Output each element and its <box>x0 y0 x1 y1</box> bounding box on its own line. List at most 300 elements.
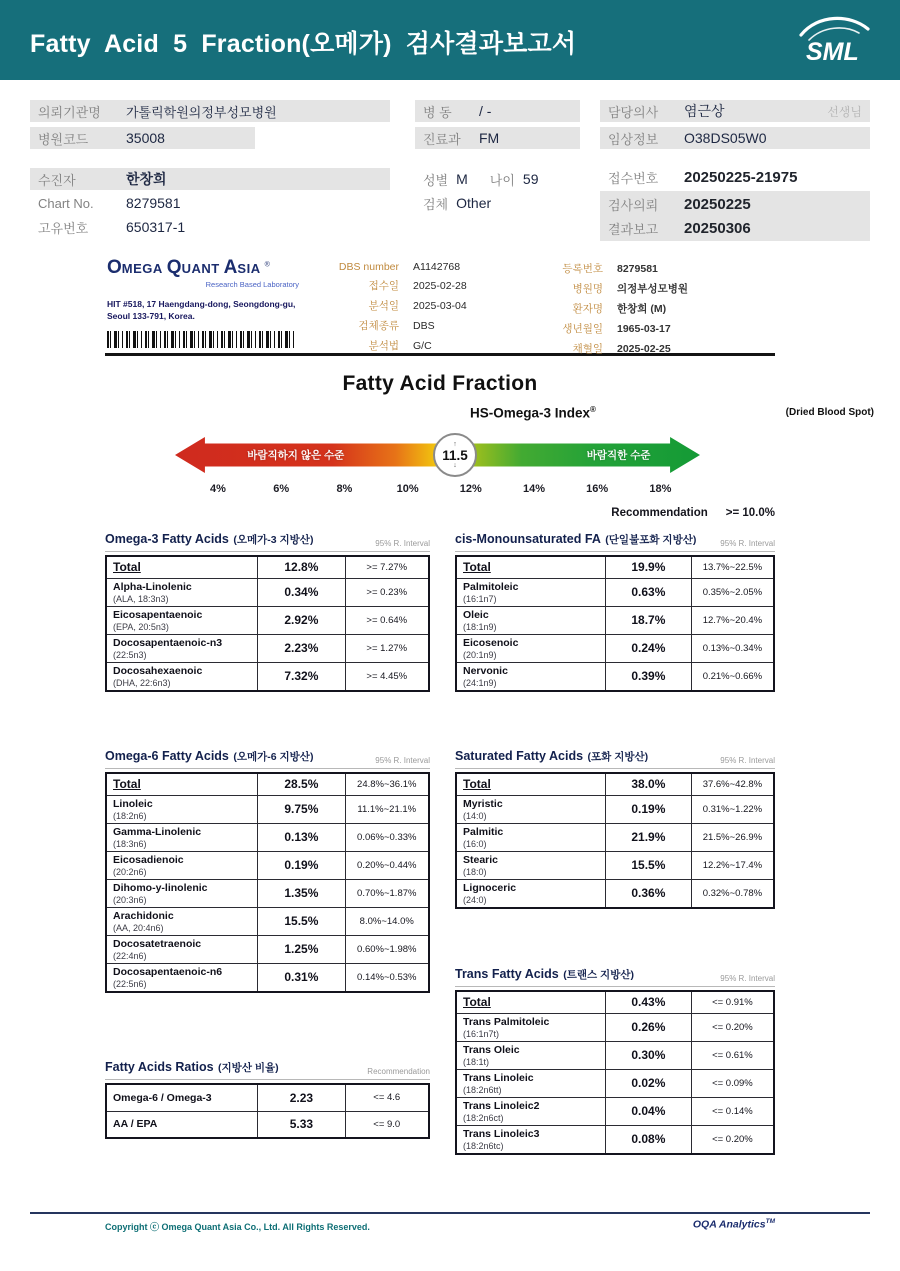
footer-divider <box>30 1212 870 1214</box>
table-title-kr: (포화 지방산) <box>587 751 649 763</box>
table-title-wrap <box>105 530 313 548</box>
lab-field-value: 2025-02-25 <box>617 343 671 355</box>
table-row <box>106 879 429 907</box>
analyte-name: Alpha-Linolenic <box>113 580 192 593</box>
table-header <box>105 530 430 552</box>
analyte-interval: 12.7%~20.4% <box>691 606 774 634</box>
clinical-info-label: 임상정보 <box>608 131 659 147</box>
lab-field-row <box>537 301 775 316</box>
table-row <box>456 1041 774 1069</box>
analyte-interval: >= 4.45% <box>345 662 429 691</box>
age-value: 59 <box>522 171 539 187</box>
recommendation-label: Recommendation <box>611 507 708 519</box>
logo-word: ASIA <box>223 257 261 278</box>
analyte-name: Gamma-Linolenic <box>113 825 202 838</box>
table-title: Saturated Fatty Acids <box>455 749 584 763</box>
field-department <box>415 127 580 149</box>
table-header <box>105 747 430 769</box>
lab-address-line1: HIT #518, 17 Haengdang-dong, Seongdong-gu, <box>107 299 296 309</box>
analyte-interval: <= 0.14% <box>691 1097 774 1125</box>
analyte-name: Trans Palmitoleic <box>463 1015 550 1028</box>
analyte-value: 0.63% <box>605 578 691 606</box>
logo-word: OMEGA <box>107 257 163 278</box>
org-value: 가톨릭학원의정부성모병원 <box>126 104 277 120</box>
lab-tagline: Research Based Laboratory <box>205 280 299 289</box>
analyte-code: (AA, 20:4n6) <box>113 922 164 933</box>
lab-field-value: 8279581 <box>617 263 658 275</box>
analyte-code: (16:0) <box>463 838 487 849</box>
analyte-interval: >= 0.23% <box>345 578 429 606</box>
analyte-code: (20:3n6) <box>113 894 147 905</box>
hs-omega3-index-heading <box>470 405 596 421</box>
analyte-code: (24:0) <box>463 894 487 905</box>
analyte-code: (18:2n6ct) <box>463 1112 504 1123</box>
lab-field-row <box>537 341 775 356</box>
gauge-tick-label: 8% <box>336 483 353 495</box>
analyte-name: Linoleic <box>113 797 153 810</box>
up-arrow-icon: ↑ <box>453 440 457 448</box>
analyte-code: (24:1n9) <box>463 677 497 688</box>
table-row <box>106 634 429 662</box>
analyte-value: 0.36% <box>605 879 691 908</box>
analyte-code: (14:0) <box>463 810 487 821</box>
table-row <box>456 1125 774 1154</box>
analyte-name: Total <box>463 995 491 1010</box>
receipt-number-label: 접수번호 <box>608 170 659 186</box>
receipt-number-value: 20250225-21975 <box>684 168 798 186</box>
analyte-interval: 0.31%~1.22% <box>691 795 774 823</box>
table-row <box>456 1097 774 1125</box>
omega-quant-logo-text <box>107 257 302 279</box>
analyte-name: Docosatetraenoic <box>113 937 202 950</box>
table-row <box>456 1069 774 1097</box>
analyte-interval: 11.1%~21.1% <box>345 795 429 823</box>
cis-monounsaturated-fa-table <box>455 530 775 692</box>
lab-info-section <box>105 253 775 356</box>
sml-logo-icon <box>794 12 874 68</box>
patient-name-value: 한창희 <box>126 171 167 187</box>
table-title-wrap <box>455 965 634 983</box>
analyte-interval: 21.5%~26.9% <box>691 823 774 851</box>
field-receipt-number <box>600 166 870 188</box>
lab-field-label: 환자명 <box>572 303 603 315</box>
analyte-code: (18:2n6tt) <box>463 1084 502 1095</box>
table-row <box>106 1084 429 1111</box>
table-title-kr: (지방산 비율) <box>218 1062 279 1074</box>
table-header <box>455 747 775 769</box>
lab-field-row <box>537 321 775 336</box>
table-title: cis-Monounsaturated FA <box>455 532 601 546</box>
analyte-value: 19.9% <box>605 556 691 578</box>
omega-quant-logo <box>107 257 302 289</box>
lab-field-value: 2025-03-04 <box>413 300 467 312</box>
analyte-value: 0.04% <box>605 1097 691 1125</box>
analyte-value: 18.7% <box>605 606 691 634</box>
chart-no-label: Chart No. <box>38 195 94 211</box>
lab-field-row <box>333 298 538 313</box>
table-title-wrap <box>105 747 313 765</box>
analyte-code: (22:5n6) <box>113 978 147 989</box>
analyte-value: 0.31% <box>258 963 345 992</box>
analyte-value: 12.8% <box>258 556 345 578</box>
analyte-interval: <= 0.09% <box>691 1069 774 1097</box>
interval-column-header: Recommendation <box>367 1067 430 1076</box>
data-table <box>105 555 430 692</box>
report-date-label: 결과보고 <box>608 221 659 237</box>
oqa-analytics-brand <box>455 1218 775 1231</box>
lab-field-row <box>537 261 775 276</box>
analyte-value: 15.5% <box>605 851 691 879</box>
registered-mark: ® <box>590 405 596 414</box>
dried-blood-spot-note: (Dried Blood Spot) <box>785 407 874 418</box>
table-header <box>455 530 775 552</box>
barcode <box>107 331 295 348</box>
analyte-name: Nervonic <box>463 664 508 677</box>
section-title: Fatty Acid Fraction <box>342 372 538 395</box>
gauge-tick-label: 16% <box>586 483 609 495</box>
analyte-name: Eicosenoic <box>463 636 519 649</box>
omega3-index-gauge <box>175 437 700 473</box>
analyte-interval: 24.8%~36.1% <box>345 773 429 795</box>
analyte-value: 1.35% <box>258 879 345 907</box>
analyte-name: Total <box>463 777 491 792</box>
omega3-index-value: 11.5 <box>442 447 468 463</box>
recommendation-value: >= 10.0% <box>725 507 775 519</box>
analyte-name: Trans Linoleic3 <box>463 1127 540 1140</box>
analyte-value: 15.5% <box>258 907 345 935</box>
table-row <box>456 851 774 879</box>
interval-column-header: 95% R. Interval <box>720 974 775 983</box>
registered-mark: ® <box>264 261 270 269</box>
lab-field-label: 접수일 <box>368 280 399 292</box>
table-row <box>106 963 429 992</box>
table-row <box>456 823 774 851</box>
analyte-code: (ALA, 18:3n3) <box>113 593 169 604</box>
interval-column-header: 95% R. Interval <box>720 756 775 765</box>
analyte-interval: <= 9.0 <box>345 1111 429 1138</box>
lab-field-value: DBS <box>413 320 435 332</box>
table-total-row <box>106 773 429 795</box>
gauge-value-marker <box>433 433 477 477</box>
analyte-value: 0.19% <box>605 795 691 823</box>
analyte-name: Eicosapentaenoic <box>113 608 203 621</box>
analyte-code: (18:2n6tc) <box>463 1140 504 1151</box>
lab-field-label: 병원명 <box>572 283 603 295</box>
analyte-interval: <= 0.20% <box>691 1013 774 1041</box>
sex-pair <box>423 170 468 189</box>
analyte-code: (22:5n3) <box>113 649 147 660</box>
lab-field-value: 의정부성모병원 <box>617 283 689 295</box>
analyte-value: 0.13% <box>258 823 345 851</box>
report-dates-block <box>600 191 870 241</box>
hospital-code-value: 35008 <box>126 130 165 146</box>
analyte-name: Lignoceric <box>463 881 517 894</box>
analyte-code: (EPA, 20:5n3) <box>113 621 169 632</box>
gauge-good-zone-label: 바람직한 수준 <box>586 449 651 462</box>
chart-no-value: 8279581 <box>126 195 181 211</box>
analyte-value: 0.24% <box>605 634 691 662</box>
lab-field-label: 분석법 <box>368 340 399 352</box>
lab-fields-left <box>333 261 538 358</box>
lab-field-value: 1965-03-17 <box>617 323 671 335</box>
analyte-value: 0.34% <box>258 578 345 606</box>
table-header <box>105 1058 430 1080</box>
table-row <box>106 578 429 606</box>
table-row <box>456 795 774 823</box>
field-sex-age <box>415 168 600 190</box>
analyte-name: Palmitic <box>463 825 504 838</box>
lab-field-label: 채혈일 <box>572 343 603 355</box>
fatty-acids-ratios-table <box>105 1058 430 1139</box>
analyte-code: (DHA, 22:6n3) <box>113 677 171 688</box>
table-row <box>456 578 774 606</box>
hs-heading-text: HS-Omega-3 Index <box>470 405 591 421</box>
interval-column-header: 95% R. Interval <box>375 756 430 765</box>
field-hospital-code <box>30 127 255 149</box>
table-title-wrap <box>455 530 696 548</box>
analyte-interval: 0.60%~1.98% <box>345 935 429 963</box>
analyte-value: 21.9% <box>605 823 691 851</box>
analyte-value: 0.02% <box>605 1069 691 1097</box>
analyte-name: Trans Linoleic <box>463 1071 534 1084</box>
patient-info-section <box>30 100 870 245</box>
specimen-value: Other <box>456 195 492 211</box>
omega6-fatty-acids-table <box>105 747 430 993</box>
interval-column-header: 95% R. Interval <box>720 539 775 548</box>
analyte-interval: 12.2%~17.4% <box>691 851 774 879</box>
request-date-value: 20250225 <box>684 195 751 213</box>
data-table <box>455 555 775 692</box>
data-table <box>455 772 775 909</box>
analyte-name: Myristic <box>463 797 503 810</box>
table-title-kr: (단일불포화 지방산) <box>605 534 697 546</box>
analyte-interval: >= 7.27% <box>345 556 429 578</box>
lab-field-label: 등록번호 <box>562 263 603 275</box>
table-title: Omega-6 Fatty Acids <box>105 749 229 763</box>
table-title-wrap <box>105 1058 279 1076</box>
lab-field-row <box>333 318 538 333</box>
analyte-code: (22:4n6) <box>113 950 147 961</box>
analyte-value: 0.08% <box>605 1125 691 1154</box>
table-row <box>456 879 774 908</box>
table-row <box>106 662 429 691</box>
analyte-interval: 0.35%~2.05% <box>691 578 774 606</box>
analyte-interval: <= 0.91% <box>691 991 774 1013</box>
analyte-code: (16:1n7t) <box>463 1028 500 1039</box>
gauge-tick-label: 10% <box>396 483 419 495</box>
table-row <box>106 935 429 963</box>
analyte-name: Docosahexaenoic <box>113 664 203 677</box>
doctor-value: 염근상 <box>684 103 725 119</box>
analyte-name: Trans Linoleic2 <box>463 1099 540 1112</box>
field-patient-name <box>30 168 390 190</box>
age-pair <box>490 170 539 189</box>
analyte-name: Omega-6 / Omega-3 <box>113 1091 212 1104</box>
gauge-tick-label: 12% <box>459 483 482 495</box>
table-row <box>106 851 429 879</box>
org-label: 의뢰기관명 <box>38 104 101 120</box>
analyte-name: Oleic <box>463 608 489 621</box>
gauge-tick-label: 6% <box>273 483 290 495</box>
analyte-code: (18:1n9) <box>463 621 497 632</box>
analyte-value: 0.19% <box>258 851 345 879</box>
table-title: Trans Fatty Acids <box>455 967 559 981</box>
department-value: FM <box>479 130 500 146</box>
table-row <box>456 662 774 691</box>
department-label: 진료과 <box>423 131 461 147</box>
analyte-interval: >= 1.27% <box>345 634 429 662</box>
table-row <box>106 795 429 823</box>
recommendation-row <box>455 507 775 519</box>
logo-word: QUANT <box>166 257 220 278</box>
analyte-value: 9.75% <box>258 795 345 823</box>
data-table <box>455 990 775 1155</box>
field-ward <box>415 100 580 122</box>
omega3-fatty-acids-table <box>105 530 430 692</box>
sex-value: M <box>456 171 468 187</box>
analyte-value: 2.23 <box>258 1084 345 1111</box>
analyte-value: 1.25% <box>258 935 345 963</box>
analyte-interval: <= 4.6 <box>345 1084 429 1111</box>
field-report-date <box>608 219 862 238</box>
lab-field-value: 2025-02-28 <box>413 280 467 292</box>
analyte-name: Total <box>463 560 491 575</box>
specimen-pair <box>423 194 491 213</box>
analyte-code: (16:1n7) <box>463 593 497 604</box>
uid-value: 650317-1 <box>126 219 186 235</box>
analyte-name: Docosapentaenoic-n6 <box>113 965 223 978</box>
analyte-name: Palmitoleic <box>463 580 519 593</box>
field-request-date <box>608 195 862 214</box>
gauge-tick-label: 14% <box>522 483 546 495</box>
table-row <box>106 606 429 634</box>
analyte-interval: 0.21%~0.66% <box>691 662 774 691</box>
trademark-mark: TM <box>765 1218 775 1225</box>
analyte-name: AA / EPA <box>113 1118 158 1131</box>
table-total-row <box>106 556 429 578</box>
data-table <box>105 772 430 993</box>
analyte-code: (18:3n6) <box>113 838 147 849</box>
table-header <box>455 965 775 987</box>
analyte-code: (18:2n6) <box>113 810 147 821</box>
analyte-name: Dihomo-y-linolenic <box>113 881 208 894</box>
lab-field-value: G/C <box>413 340 432 352</box>
gauge-scale <box>175 483 700 497</box>
interval-column-header: 95% R. Interval <box>375 539 430 548</box>
request-date-label: 검사의뢰 <box>608 197 659 213</box>
analyte-interval: 0.20%~0.44% <box>345 851 429 879</box>
lab-field-row <box>537 281 775 296</box>
analyte-value: 0.43% <box>605 991 691 1013</box>
analyte-value: 5.33 <box>258 1111 345 1138</box>
field-org <box>30 100 390 122</box>
hospital-code-label: 병원코드 <box>38 131 89 147</box>
saturated-fatty-acids-table <box>455 747 775 909</box>
gauge-bad-zone-label: 바람직하지 않은 수준 <box>247 449 345 462</box>
data-table <box>105 1083 430 1139</box>
gauge-tick-label: 4% <box>210 483 226 495</box>
report-date-value: 20250306 <box>684 219 751 237</box>
analyte-interval: <= 0.61% <box>691 1041 774 1069</box>
table-title-kr: (오메가-3 지방산) <box>233 534 314 546</box>
sex-label: 성별 <box>423 172 449 188</box>
age-label: 나이 <box>489 172 515 188</box>
table-total-row <box>456 556 774 578</box>
analyte-interval: 13.7%~22.5% <box>691 556 774 578</box>
field-specimen <box>415 192 600 214</box>
field-doctor <box>600 100 870 122</box>
ward-value: / - <box>479 103 492 119</box>
field-chart-no <box>30 192 390 214</box>
analyte-code: (20:2n6) <box>113 866 147 877</box>
analyte-name: Docosapentaenoic-n3 <box>113 636 223 649</box>
analyte-code: (20:1n9) <box>463 649 497 660</box>
lab-field-value: 한창희 (M) <box>617 303 667 315</box>
clinical-info-value: O38DS05W0 <box>684 130 767 146</box>
analyte-value: 2.23% <box>258 634 345 662</box>
table-title-kr: (오메가-6 지방산) <box>233 751 314 763</box>
table-row <box>106 1111 429 1138</box>
analyte-interval: 8.0%~14.0% <box>345 907 429 935</box>
analyte-name: Stearic <box>463 853 499 866</box>
report-title: Fatty Acid 5 Fraction(오메가) 검사결과보고서 <box>30 30 577 58</box>
lab-field-value: A1142768 <box>413 261 461 273</box>
analyte-interval: 0.06%~0.33% <box>345 823 429 851</box>
analyte-name: Arachidonic <box>113 909 174 922</box>
doctor-suffix: 선생님 <box>827 104 862 119</box>
analyte-value: 2.92% <box>258 606 345 634</box>
analyte-code: (18:0) <box>463 866 487 877</box>
analyte-name: Eicosadienoic <box>113 853 184 866</box>
lab-field-row <box>333 338 538 353</box>
table-row <box>456 606 774 634</box>
field-uid <box>30 216 390 238</box>
specimen-label: 검체 <box>423 196 449 212</box>
table-title-kr: (트랜스 지방산) <box>563 969 634 981</box>
table-total-row <box>456 773 774 795</box>
analyte-name: Trans Oleic <box>463 1043 520 1056</box>
analyte-interval: <= 0.20% <box>691 1125 774 1154</box>
analyte-interval: 37.6%~42.8% <box>691 773 774 795</box>
lab-fields-right <box>537 261 775 361</box>
table-row <box>456 634 774 662</box>
table-title: Fatty Acids Ratios <box>105 1060 214 1074</box>
lab-field-label: DBS number <box>338 261 399 273</box>
analyte-interval: 0.13%~0.34% <box>691 634 774 662</box>
gauge-tick-label: 18% <box>649 483 672 495</box>
analyte-code: (18:1t) <box>463 1056 490 1067</box>
table-row <box>456 1013 774 1041</box>
lab-address <box>107 299 295 323</box>
trans-fatty-acids-table <box>455 965 775 1155</box>
table-row <box>106 907 429 935</box>
lab-address-line2: Seoul 133-791, Korea. <box>107 310 195 321</box>
analyte-value: 0.39% <box>605 662 691 691</box>
analyte-name: Total <box>113 777 141 792</box>
analyte-value: 0.30% <box>605 1041 691 1069</box>
analyte-interval: 0.32%~0.78% <box>691 879 774 908</box>
lab-field-row <box>333 261 538 273</box>
analyte-value: 38.0% <box>605 773 691 795</box>
table-total-row <box>456 991 774 1013</box>
report-header <box>0 0 900 80</box>
analyte-value: 28.5% <box>258 773 345 795</box>
analyte-value: 0.26% <box>605 1013 691 1041</box>
doctor-label: 담당의사 <box>608 104 659 120</box>
analyte-name: Total <box>113 560 141 575</box>
copyright-text: Copyright ⓒ Omega Quant Asia Co., Ltd. All Rights Reserved. <box>105 1222 370 1232</box>
brand-text: OQA Analytics <box>692 1218 766 1231</box>
